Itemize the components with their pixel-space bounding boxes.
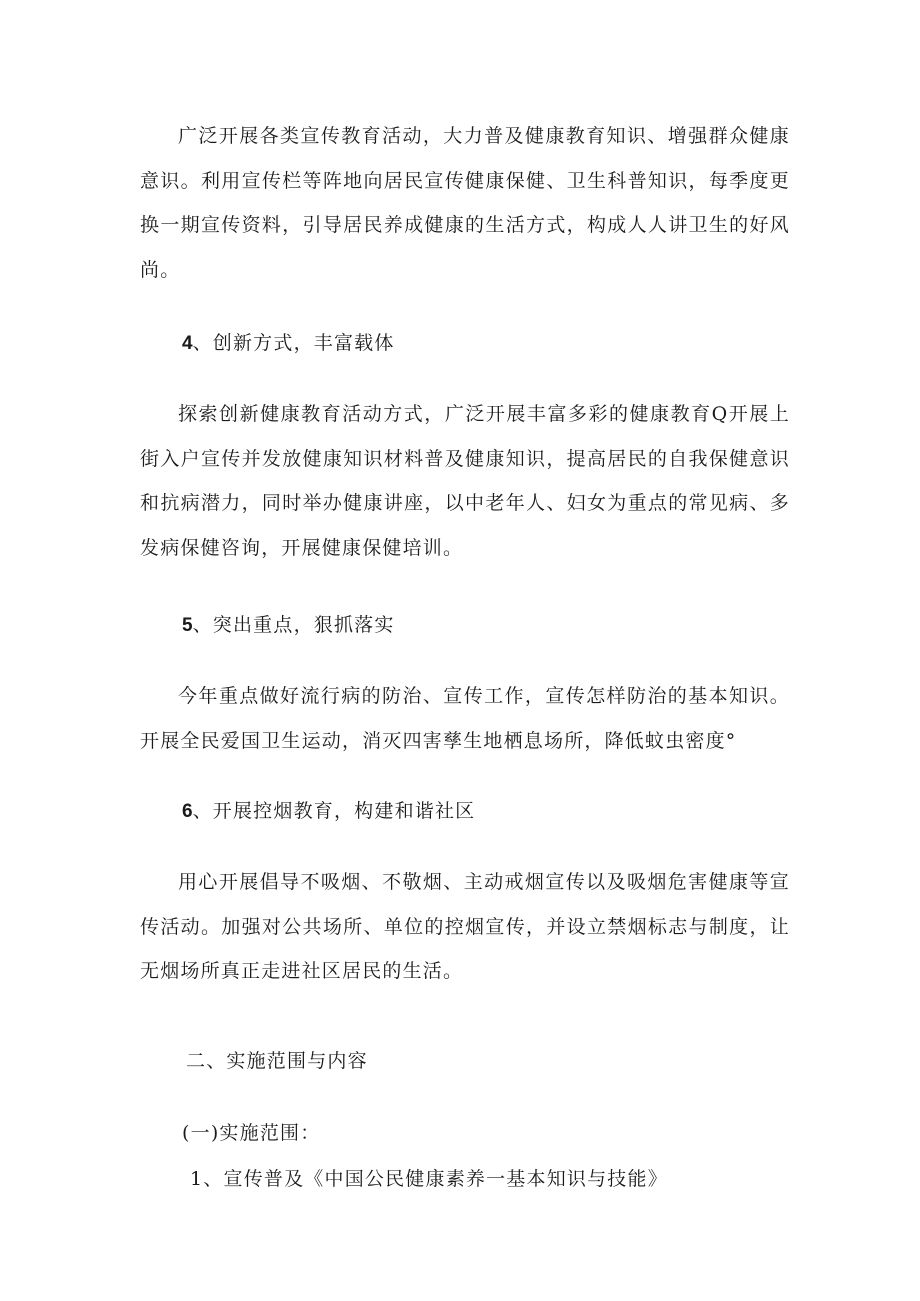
heading-4-text: 、创新方式，丰富载体 xyxy=(192,332,395,354)
heading-6-text: 、开展控烟教育，构建和谐社区 xyxy=(192,800,476,822)
subsection-title: (一)实施范围： xyxy=(182,1122,321,1144)
heading-5 xyxy=(182,610,395,641)
heading-5-number: 5 xyxy=(182,615,193,636)
paragraph-tobacco-control: 用心开展倡导不吸烟、不敬烟、主动戒烟宣传以及吸烟危害健康等宣传活动。加强对公共场所、单位的控烟宣传，并设立禁烟标志与制度，让无烟场所真正走进社区居民的生活。 xyxy=(140,871,790,982)
heading-6 xyxy=(182,796,475,827)
heading-6-number: 6 xyxy=(182,801,193,822)
list-item-1: 1、宣传普及《中国公民健康素养一基本知识与技能》 xyxy=(190,1168,668,1190)
paragraph-innovation: 探索创新健康教育活动方式，广泛开展丰富多彩的健康教育Q开展上街入户宣传并发放健康知识材料普及健康知识，提高居民的自我保健意识和抗病潜力，同时举办健康讲座，以中老年人、妇女为重点的常见病、多发病保健咨询，开展健康保健培训。 xyxy=(140,403,790,559)
paragraph-prevention: 今年重点做好流行病的防治、宣传工作，宣传怎样防治的基本知识。开展全民爱国卫生运动，消灭四害孳生地栖息场所，降低蚊虫密度° xyxy=(140,685,790,752)
heading-4-number: 4 xyxy=(182,333,193,354)
heading-5-text: 、突出重点，狠抓落实 xyxy=(192,614,395,636)
paragraph-health-education: 广泛开展各类宣传教育活动，大力普及健康教育知识、增强群众健康意识。利用宣传栏等阵地向居民宣传健康保健、卫生科普知识，每季度更换一期宣传资料，引导居民养成健康的生活方式，构成人人讲卫生的好风尚。 xyxy=(140,125,790,281)
heading-4 xyxy=(182,328,395,359)
section-title: 二、实施范围与内容 xyxy=(186,1050,368,1072)
